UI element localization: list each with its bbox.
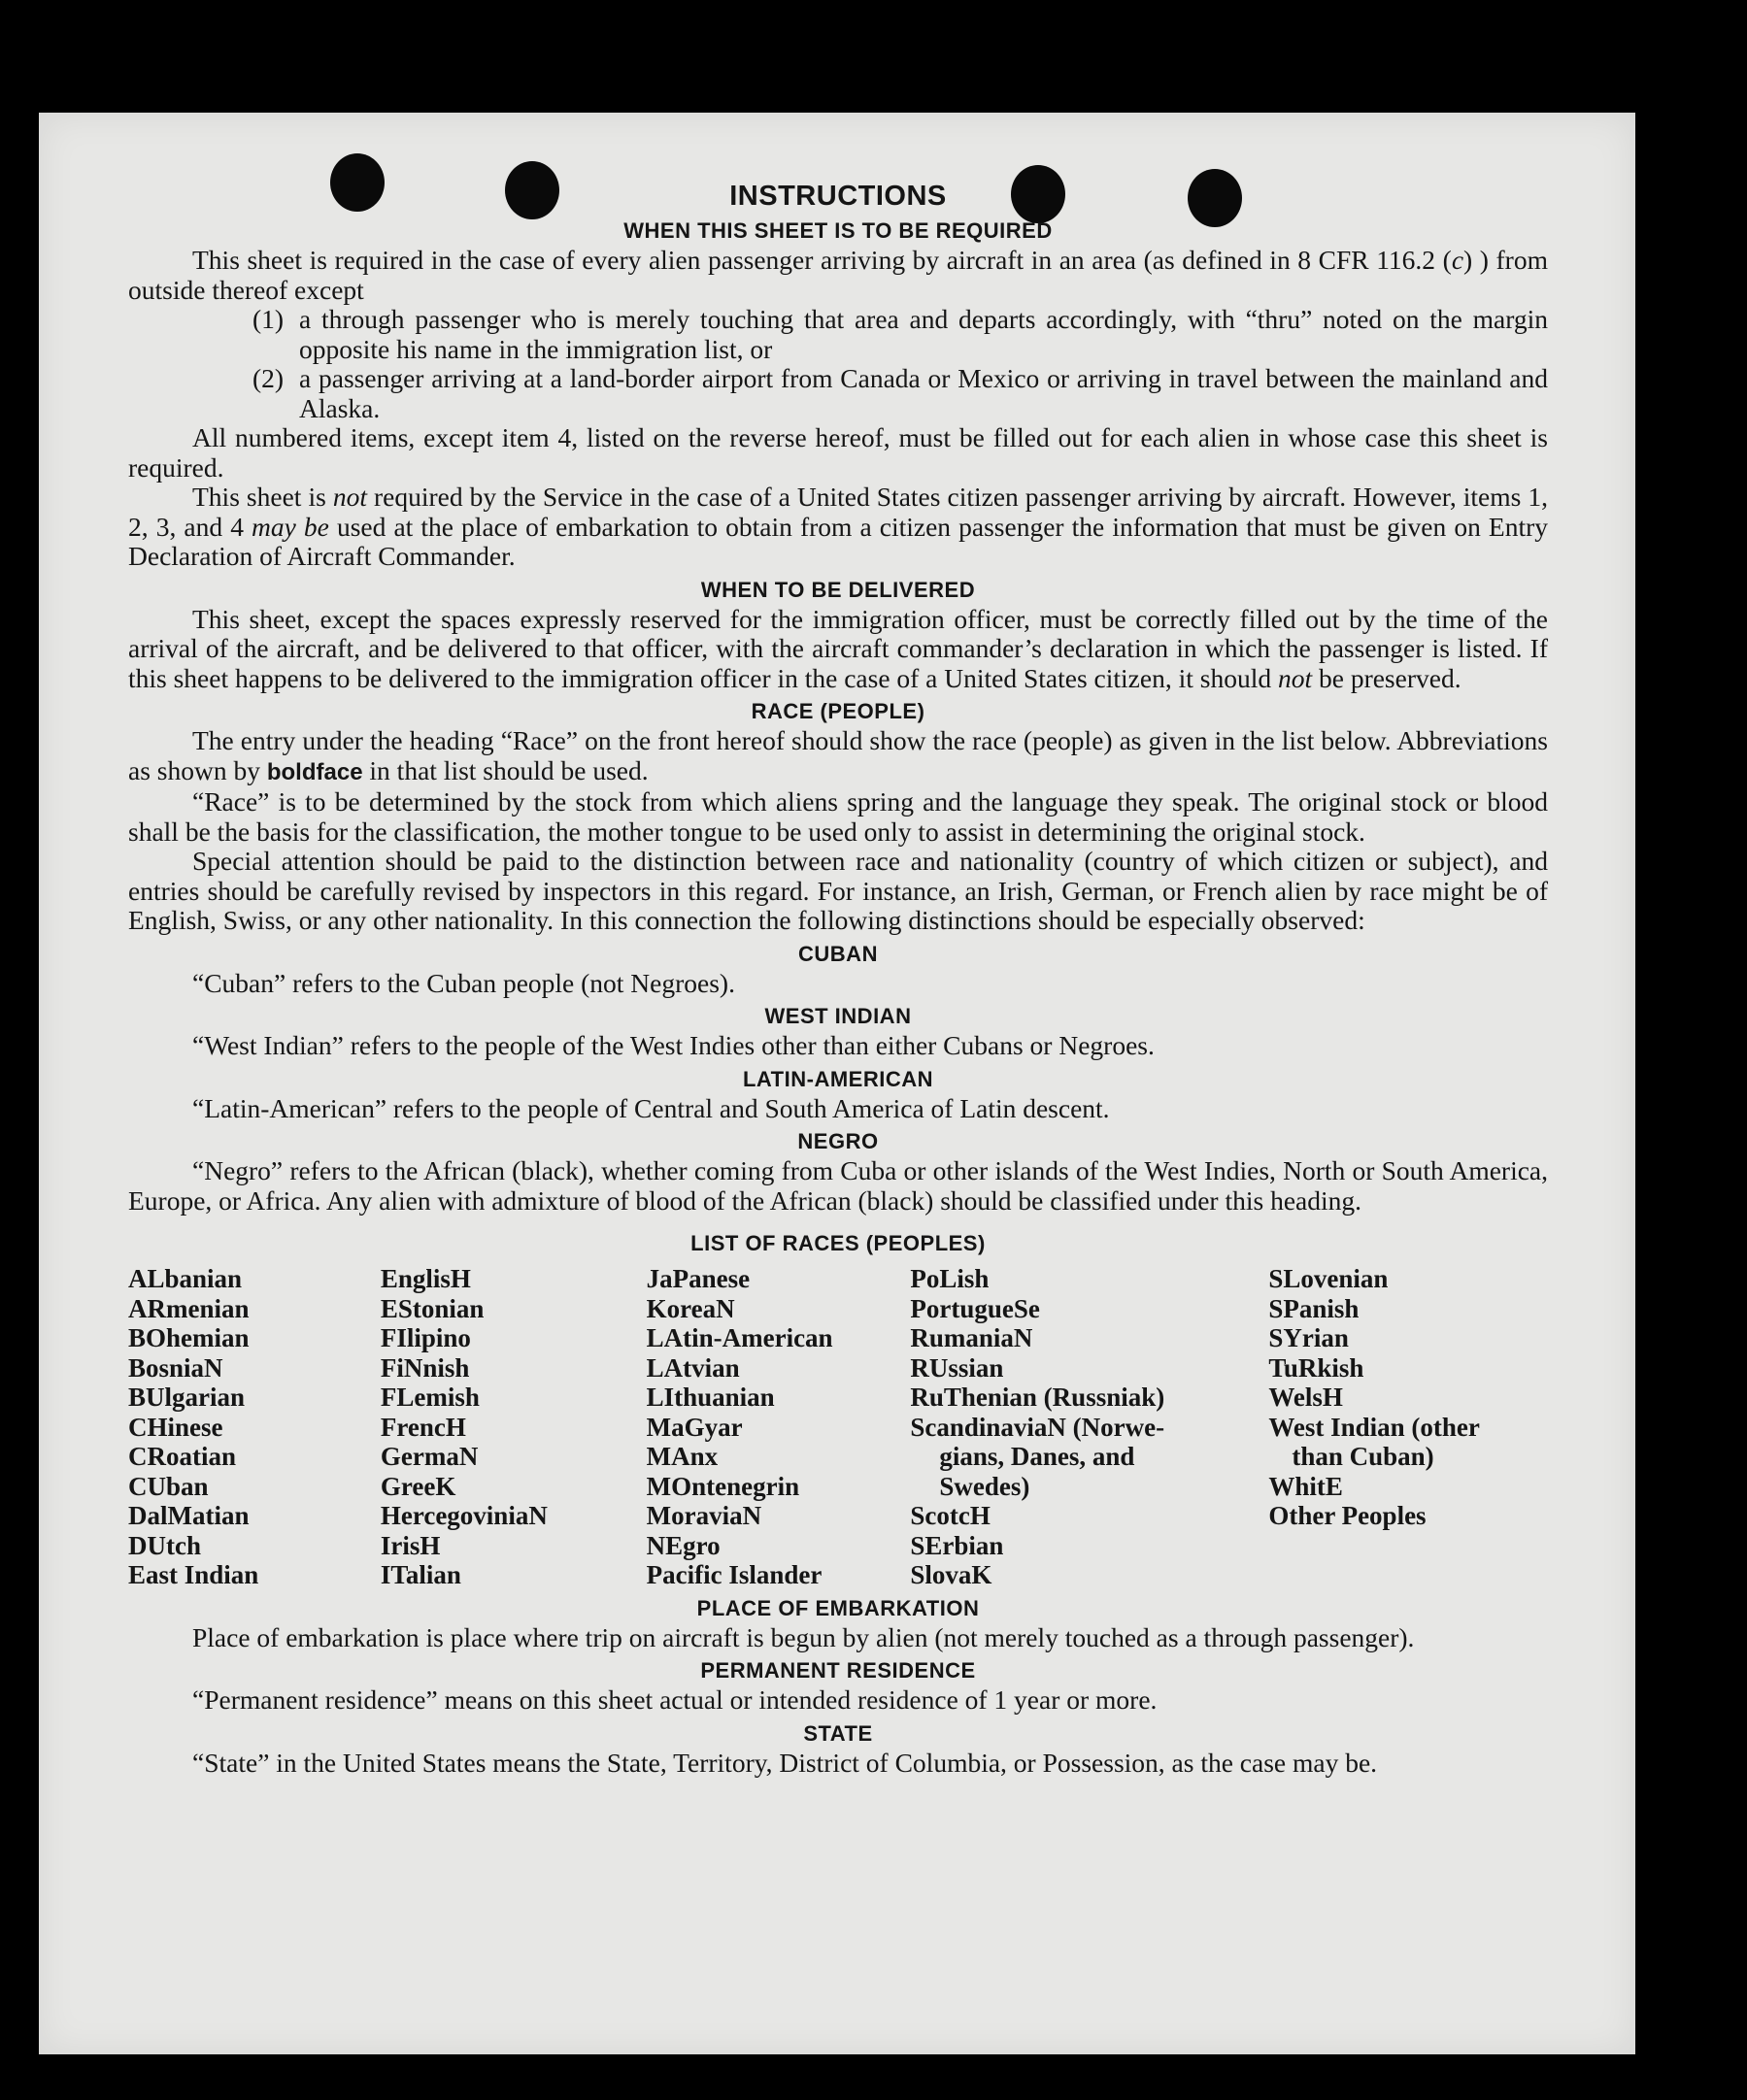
section-heading-race: RACE (PEOPLE) xyxy=(751,699,925,723)
races-column-1 xyxy=(128,1264,381,1590)
race-item: MAnx xyxy=(646,1442,719,1471)
race-item: ARmenian xyxy=(128,1293,250,1323)
race-item: West Indian (other xyxy=(1268,1412,1480,1442)
race-item: RumaniaN xyxy=(910,1323,1033,1352)
race-item: LAtvian xyxy=(646,1352,740,1383)
definition-west-indian: “West Indian” refers to the people of the West Indies other than either Cubans or Negroes. xyxy=(192,1030,1155,1060)
races-column-3 xyxy=(647,1264,911,1590)
paragraph-race-nationality: Special attention should be paid to the distinction between race and nationality (country of which citizen or subject), and entries should be carefully revised by inspectors in this regard. For instance, an Irish, German, or French alien by race might be of English, Swiss, or any other nationality. In this connection the following distinctions should be especially observed: xyxy=(128,846,1548,935)
race-item: FiNnish xyxy=(380,1352,470,1383)
race-item: ALbanian xyxy=(128,1264,243,1293)
definition-state: “State” in the United States means the State, Territory, District of Columbia, or Possession, as the case may be. xyxy=(192,1747,1378,1778)
exception-item: (1) a through passenger who is merely touching that area and departs accordingly, with “thru” noted on the margin opposite his name in the immigration list, or xyxy=(252,304,1548,364)
definition-residence: “Permanent residence” means on this sheet actual or intended residence of 1 year or more. xyxy=(192,1684,1158,1715)
document-sheet xyxy=(39,113,1635,2054)
races-column-2 xyxy=(381,1264,647,1590)
race-item: MaGyar xyxy=(646,1412,743,1442)
race-item: MOntenegrin xyxy=(646,1471,800,1501)
race-item: CRoatian xyxy=(128,1442,237,1471)
race-item: GermaN xyxy=(380,1442,479,1471)
races-column-4 xyxy=(910,1264,1268,1590)
race-item: Other Peoples xyxy=(1268,1501,1427,1530)
definition-latin-american: “Latin-American” refers to the people of Central and South America of Latin descent. xyxy=(192,1092,1110,1123)
race-item: SErbian xyxy=(910,1530,1004,1560)
race-item: SYrian xyxy=(1268,1323,1349,1352)
races-list xyxy=(128,1264,1548,1590)
page-title: INSTRUCTIONS xyxy=(729,181,947,212)
section-heading-when-delivered: WHEN TO BE DELIVERED xyxy=(700,577,976,602)
definition-cuban: “Cuban” refers to the Cuban people (not Negroes). xyxy=(192,967,735,998)
race-item: PortugueSe xyxy=(910,1293,1040,1323)
race-item: LAtin-American xyxy=(646,1323,833,1352)
race-item: NEgro xyxy=(646,1530,721,1560)
race-item: EStonian xyxy=(380,1293,485,1323)
race-item: than Cuban) xyxy=(1292,1442,1434,1471)
race-item: ITalian xyxy=(380,1560,461,1589)
race-item: WhitE xyxy=(1268,1471,1343,1501)
races-column-5 xyxy=(1268,1264,1548,1590)
race-item: SPanish xyxy=(1268,1293,1360,1323)
race-item: DalMatian xyxy=(128,1501,250,1530)
race-item: CHinese xyxy=(128,1412,223,1442)
race-item: KoreaN xyxy=(646,1293,735,1323)
race-item: BosniaN xyxy=(128,1352,223,1383)
race-item: WelsH xyxy=(1268,1383,1343,1412)
race-item: FLemish xyxy=(380,1383,480,1412)
race-item: CUban xyxy=(128,1471,209,1501)
race-item: JaPanese xyxy=(646,1264,751,1293)
race-item: TuRkish xyxy=(1268,1352,1364,1383)
race-item: gians, Danes, and xyxy=(939,1442,1135,1471)
section-heading-list-of-races: LIST OF RACES (PEOPLES) xyxy=(690,1231,986,1255)
race-item: MoraviaN xyxy=(646,1501,762,1530)
section-heading-latin-american: LATIN-AMERICAN xyxy=(742,1066,933,1091)
race-item: ScandinaviaN (Norwe- xyxy=(910,1412,1165,1442)
race-item: SlovaK xyxy=(910,1560,992,1589)
definition-embarkation: Place of embarkation is place where trip on aircraft is begun by alien (not merely touched as a through passenger). xyxy=(192,1621,1415,1652)
race-item: Swedes) xyxy=(939,1471,1030,1501)
race-item: BUlgarian xyxy=(128,1383,246,1412)
section-heading-residence: PERMANENT RESIDENCE xyxy=(700,1658,976,1683)
race-item: GreeK xyxy=(380,1471,456,1501)
paragraph-delivery: This sheet, except the spaces expressly reserved for the immigration officer, must be correctly filled out by the time of the arrival of the aircraft, and be delivered to that officer, with the aircraft commander’s declaration in which the passenger is listed. If this sheet happens to be delivered to the immigration officer in the case of a United States citizen, it should not be preserved. xyxy=(128,603,1548,693)
race-item: LIthuanian xyxy=(646,1383,775,1412)
race-item: BOhemian xyxy=(128,1323,250,1352)
race-item: EnglisH xyxy=(380,1264,471,1293)
race-item: RUssian xyxy=(910,1352,1004,1383)
section-heading-cuban: CUBAN xyxy=(798,941,878,966)
race-item: Pacific Islander xyxy=(646,1560,823,1589)
paragraph-race-determination: “Race” is to be determined by the stock from which aliens spring and the language they speak. The original stock or blood shall be the basis for the classification, the mother tongue to be used only to assist in determining the original stock. xyxy=(128,786,1548,847)
section-heading-state: STATE xyxy=(803,1720,873,1746)
paragraph-requirement: This sheet is required in the case of every alien passenger arriving by aircraft in an area (as defined in 8 CFR 116.2 (c) ) from outside thereof except xyxy=(128,245,1548,305)
paragraph-race-entry: The entry under the heading “Race” on the front hereof should show the race (people) as given in the list below. Abbreviations as shown by boldface in that list should be used. xyxy=(128,725,1548,785)
section-heading-negro: NEGRO xyxy=(797,1129,879,1153)
race-item: RuThenian (Russniak) xyxy=(910,1383,1165,1412)
race-item: DUtch xyxy=(128,1530,201,1560)
instructions-content xyxy=(128,181,1548,1778)
race-item: PoLish xyxy=(910,1264,990,1293)
race-item: East Indian xyxy=(128,1560,259,1589)
race-item: IrisH xyxy=(380,1530,441,1560)
section-heading-west-indian: WEST INDIAN xyxy=(764,1004,912,1028)
race-item: FrencH xyxy=(380,1412,466,1442)
paragraph-citizen: This sheet is not required by the Service in the case of a United States citizen passenger arriving by aircraft. However, items 1, 2, 3, and 4 may be used at the place of embarkation to obtain from a citizen passenger the information that must be given on Entry Declaration of Aircraft Commander. xyxy=(128,482,1548,571)
race-item: ScotcH xyxy=(910,1501,991,1530)
race-item: SLovenian xyxy=(1268,1264,1389,1293)
section-heading-when-required: WHEN THIS SHEET IS TO BE REQUIRED xyxy=(623,218,1053,243)
exception-item: (2) a passenger arriving at a land-border airport from Canada or Mexico or arriving in travel between the mainland and Alaska. xyxy=(252,363,1548,423)
definition-negro: “Negro” refers to the African (black), whether coming from Cuba or other islands of the West Indies, North or South America, Europe, or Africa. Any alien with admixture of blood of the African (black) should be classified under this heading. xyxy=(128,1155,1548,1216)
section-heading-embarkation: PLACE OF EMBARKATION xyxy=(696,1595,980,1620)
paragraph-numbered-items: All numbered items, except item 4, listed on the reverse hereof, must be filled out for each alien in whose case this sheet is required. xyxy=(128,422,1548,483)
race-item: FIlipino xyxy=(380,1323,471,1352)
race-item: HercegoviniaN xyxy=(380,1501,548,1530)
